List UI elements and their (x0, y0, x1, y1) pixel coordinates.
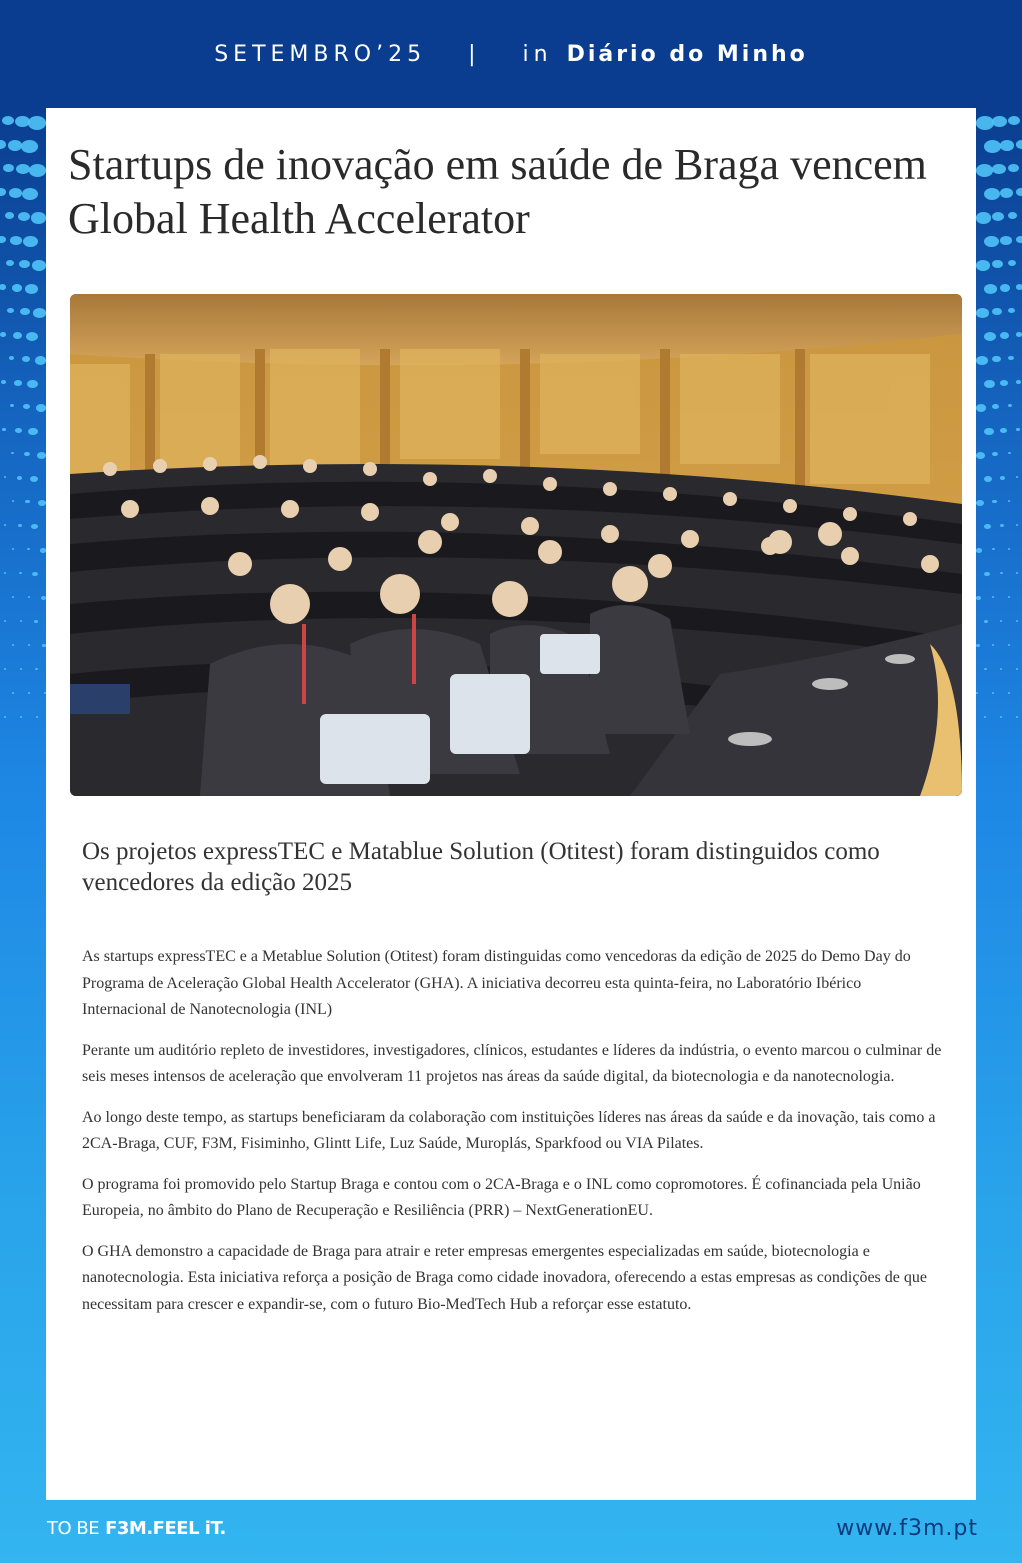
decorative-dot (3, 164, 14, 172)
decorative-dot (4, 524, 6, 526)
decorative-dot (0, 188, 6, 196)
decorative-dot (25, 500, 30, 503)
decorative-dot (1008, 308, 1015, 313)
decorative-dot (1000, 140, 1014, 151)
decorative-dot (22, 188, 38, 200)
article-paragraph: As startups expressTEC e a Metablue Solution (Otitest) foram distinguidas como vencedoras da edição de 2025 do Demo Day do Programa de Aceleração Global Health Accelerator (GHA). A iniciativa decorreu esta quinta-feira, no Laboratório Ibérico Internacional de Nanotecnologia (INL) (82, 948, 911, 1018)
header-separator: | (468, 41, 481, 67)
decorative-dot (1000, 620, 1002, 622)
decorative-dot (992, 452, 998, 456)
article-body (82, 944, 944, 1332)
decorative-dot (19, 572, 22, 574)
decorative-dot (0, 284, 6, 290)
decorative-dot (35, 668, 38, 670)
decorative-dot (1008, 452, 1011, 454)
decorative-dot (15, 428, 22, 433)
decorative-dot (12, 692, 14, 694)
decorative-dot (1, 380, 6, 384)
decorative-dots-right (976, 110, 1022, 760)
decorative-dot (4, 620, 6, 622)
decorative-dot (992, 692, 994, 694)
decorative-dot (1016, 620, 1018, 622)
decorative-dot (1000, 716, 1002, 718)
decorative-dot (1016, 236, 1022, 243)
decorative-dot (976, 260, 990, 271)
decorative-dot (992, 596, 994, 598)
decorative-dot (984, 620, 988, 623)
decorative-dot (984, 428, 994, 435)
decorative-dot (4, 668, 6, 670)
decorative-dot (25, 284, 38, 294)
decorative-dot (1016, 380, 1021, 384)
decorative-dot (992, 116, 1007, 127)
decorative-dot (23, 404, 30, 409)
decorative-dot (32, 260, 46, 271)
decorative-dot (23, 236, 38, 247)
decorative-dot (976, 692, 978, 694)
decorative-dot (4, 572, 6, 574)
decorative-dot (21, 140, 38, 153)
decorative-dot (1008, 692, 1010, 694)
decorative-dot (11, 452, 14, 454)
decorative-dot (20, 716, 22, 718)
decorative-dot (976, 212, 991, 224)
article-paragraph: O GHA demonstro a capacidade de Braga para atrair e reter empresas emergentes especializadas em saúde, biotecnologia e nanotecnologia. Esta iniciativa reforça a posição de Braga como cidade inovadora, oferecendo a estas empresas as condições de que necessitam para crescer e expandir-se, com o futuro Bio-MedTech Hub a reforçar esse estatuto. (82, 1242, 927, 1313)
decorative-dot (37, 452, 46, 459)
decorative-dot (12, 284, 22, 292)
decorative-dot (9, 356, 15, 360)
decorative-dot (36, 716, 38, 718)
decorative-dot (9, 188, 22, 198)
decorative-dot (1016, 524, 1018, 526)
decorative-dot (12, 644, 14, 646)
decorative-dot (19, 260, 30, 268)
decorative-dot (976, 596, 981, 600)
decorative-dot (18, 524, 22, 527)
decorative-dot (992, 164, 1006, 174)
decorative-dot (16, 164, 30, 174)
header-prefix: in (522, 41, 553, 67)
decorative-dot (992, 548, 995, 550)
decorative-dot (1008, 596, 1010, 598)
website-link[interactable]: www.f3m.pt (836, 1516, 978, 1541)
article-paragraph: Ao longo deste tempo, as startups beneficiaram da colaboração com instituições líderes nas áreas da saúde e da inovação, tais como a 2CA-Braga, CUF, F3M, Fisiminho, Glintt Life, Luz Saúde, Muroplás, Sparkfood ou VIA Pilates. (82, 1108, 936, 1152)
decorative-dot (20, 668, 22, 670)
decorative-dot (34, 620, 38, 623)
decorative-dot (27, 380, 38, 388)
decorative-dot (1016, 284, 1022, 290)
decorative-dot (35, 356, 47, 365)
decorative-dot (0, 140, 6, 149)
decorative-dot (992, 260, 1003, 268)
tagline-prefix: TO BE (47, 1518, 100, 1539)
decorative-dot (24, 452, 30, 456)
decorative-dot (8, 140, 22, 151)
decorative-dot (28, 644, 30, 646)
decorative-dot (36, 404, 46, 412)
decorative-dot (31, 212, 46, 224)
decorative-dot (1000, 380, 1008, 386)
decorative-dot (12, 596, 14, 598)
decorative-dot (976, 404, 986, 412)
decorative-dot (1008, 260, 1016, 266)
auditorium-photo-illustration (70, 294, 962, 796)
decorative-dot (38, 500, 46, 506)
decorative-dot (12, 548, 14, 550)
decorative-dot (1016, 140, 1022, 149)
decorative-dot (976, 548, 982, 553)
decorative-dot (17, 476, 22, 480)
decorative-dot (1008, 356, 1014, 360)
decorative-dot (28, 692, 30, 694)
decorative-dot (992, 308, 1002, 315)
decorative-dot (0, 236, 6, 243)
decorative-dot (29, 164, 46, 177)
decorative-dot (32, 572, 38, 576)
decorative-dot (984, 380, 995, 388)
decorative-dot (33, 308, 46, 318)
tagline-brand: F3M.FEEL iT. (105, 1518, 226, 1539)
decorative-dot (1016, 476, 1018, 478)
article-subtitle: Os projetos expressTEC e Matablue Solution (Otitest) foram distinguidos como vencedores da edição 2025 (82, 838, 880, 896)
article-page (46, 108, 976, 1500)
decorative-dot (992, 500, 997, 503)
decorative-dot (20, 308, 30, 315)
decorative-dot (976, 644, 980, 647)
decorative-dot (984, 572, 990, 576)
decorative-dot (26, 332, 38, 341)
decorative-dot (4, 476, 6, 478)
decorative-dot (28, 116, 46, 130)
decorative-dot (1008, 404, 1012, 407)
decorative-dot (984, 236, 999, 247)
decorative-dot (2, 116, 14, 125)
decorative-dot (30, 476, 38, 482)
article-photo (70, 294, 962, 796)
decorative-dot (1016, 332, 1022, 337)
decorative-dots-left (0, 110, 46, 760)
publication-name: Diário do Minho (566, 41, 808, 67)
decorative-dot (4, 716, 6, 718)
decorative-dot (1008, 548, 1010, 550)
decorative-dot (1016, 428, 1020, 431)
decorative-dot (31, 524, 38, 529)
decorative-dot (27, 548, 30, 550)
decorative-dot (984, 140, 1001, 153)
decorative-dot (1008, 644, 1010, 646)
page-footer (0, 1500, 1022, 1563)
decorative-dot (992, 404, 999, 409)
decorative-dot (976, 164, 993, 177)
decorative-dot (1000, 668, 1002, 670)
decorative-dot (992, 356, 1001, 362)
decorative-dot (976, 356, 988, 365)
page-header (0, 0, 1022, 108)
article-paragraph: O programa foi promovido pelo Startup Braga e contou com o 2CA-Braga e o INL como copromotores. É cofinanciada pela União Europeia, no âmbito do Plano de Recuperação e Resiliência (PRR) – NextGenerationEU. (82, 1175, 921, 1219)
decorative-dot (1008, 212, 1017, 219)
decorative-dot (1000, 332, 1009, 339)
decorative-dot (7, 308, 14, 313)
decorative-dot (2, 428, 6, 431)
decorative-dot (984, 524, 991, 529)
article-paragraph: Perante um auditório repleto de investidores, investigadores, clínicos, estudantes e líderes da indústria, o evento marcou o culminar de seis meses intensos de aceleração que envolveram 11 projetos nas áreas da saúde digital, da biotecnologia e da nanotecnologia. (82, 1041, 942, 1085)
brand-tagline (47, 1518, 226, 1539)
decorative-dot (984, 332, 996, 341)
decorative-dot (984, 284, 997, 294)
decorative-dot (992, 212, 1004, 221)
decorative-dot (28, 428, 38, 435)
decorative-dot (1016, 716, 1018, 718)
decorative-dot (5, 212, 14, 219)
decorative-dot (1008, 500, 1010, 502)
decorative-dot (0, 332, 6, 337)
article-title: Startups de inovação em saúde de Braga vencem Global Health Accelerator (68, 140, 927, 243)
decorative-dot (1000, 524, 1004, 527)
decorative-dot (1008, 164, 1019, 172)
decorative-dot (14, 380, 22, 386)
decorative-dot (1000, 476, 1005, 480)
decorative-dot (1016, 188, 1022, 196)
decorative-dot (28, 596, 30, 598)
decorative-dot (1000, 188, 1013, 198)
decorative-dot (992, 644, 994, 646)
edition-date: SETEMBRO’25 (214, 41, 427, 67)
decorative-dot (10, 404, 14, 407)
decorative-dot (1000, 428, 1007, 433)
decorative-dot (6, 260, 14, 266)
decorative-dot (1016, 572, 1018, 574)
decorative-dot (1000, 572, 1003, 574)
decorative-dot (13, 332, 22, 339)
decorative-dot (22, 356, 31, 362)
decorative-dot (984, 716, 986, 718)
decorative-dot (18, 212, 30, 221)
decorative-dot (976, 308, 989, 318)
decorative-dot (984, 476, 992, 482)
decorative-dot (1000, 284, 1010, 292)
decorative-dot (976, 452, 985, 459)
decorative-dot (12, 500, 14, 502)
decorative-dot (10, 236, 22, 245)
decorative-dot (976, 500, 984, 506)
decorative-dot (984, 188, 1000, 200)
decorative-dot (1000, 236, 1012, 245)
decorative-dot (20, 620, 22, 622)
decorative-dot (984, 668, 987, 670)
decorative-dot (1016, 668, 1018, 670)
decorative-dot (1008, 116, 1020, 125)
